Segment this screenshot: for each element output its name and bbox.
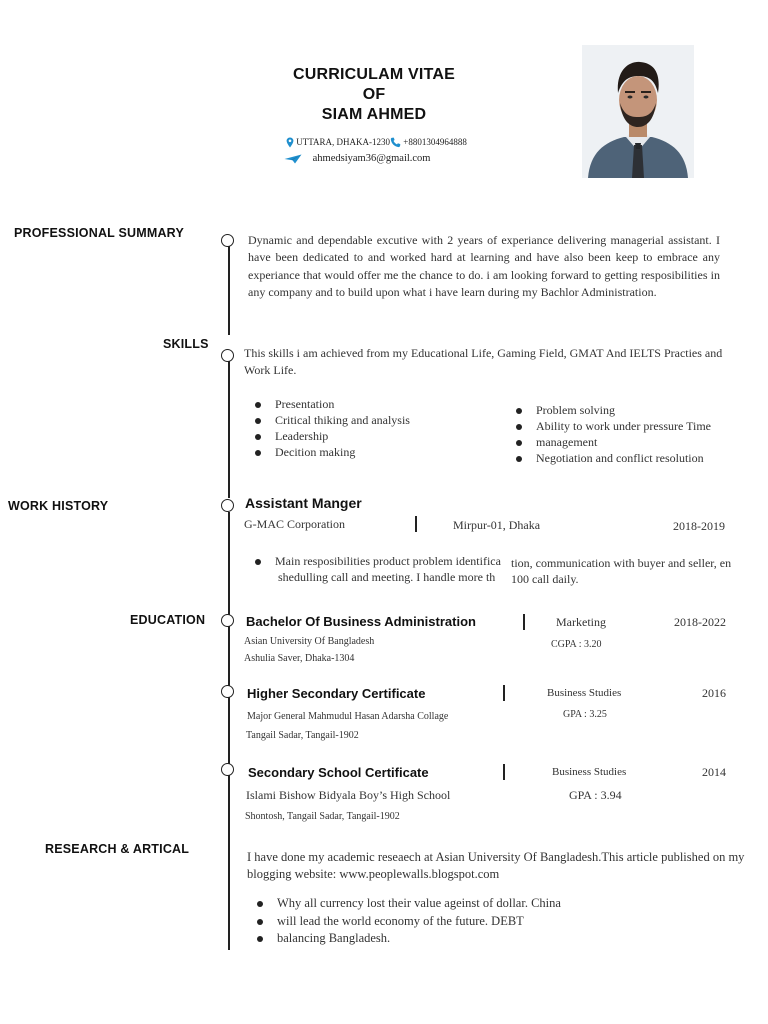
list-item: Presentation bbox=[253, 396, 410, 412]
job-duties bbox=[253, 553, 501, 585]
degree-period: 2016 bbox=[702, 686, 726, 700]
list-item: balancing Bangladesh. bbox=[255, 930, 561, 948]
separator bbox=[523, 614, 525, 630]
timeline-node-skills bbox=[221, 349, 234, 362]
address-text: UTTARA, DHAKA-1230 bbox=[296, 137, 391, 147]
timeline-line-research bbox=[228, 855, 230, 950]
phone-contact bbox=[390, 137, 467, 148]
list-item: Why all currency lost their value ageinst of dollar. China bbox=[255, 895, 561, 913]
separator bbox=[503, 764, 505, 780]
timeline-line-skills bbox=[228, 356, 230, 498]
institution-name: Major General Mahmudul Hasan Adarsha Collage bbox=[247, 711, 449, 722]
list-item: Negotiation and conflict resolution bbox=[514, 450, 711, 466]
degree-result: GPA : 3.94 bbox=[569, 788, 622, 802]
degree-period: 2018-2022 bbox=[674, 615, 726, 629]
company-name: G-MAC Corporation bbox=[244, 517, 345, 531]
cv-title-line-1: CURRICULAM VITAE bbox=[292, 66, 455, 83]
list-item: Problem solving bbox=[514, 402, 711, 418]
location-pin-icon bbox=[286, 137, 296, 147]
list-item: Main resposibilities product problem identifica shedulling call and meeting. I handle more th bbox=[253, 553, 501, 585]
phone-icon bbox=[390, 137, 403, 147]
degree-subject: Marketing bbox=[556, 615, 606, 629]
institution-address: Ashulia Saver, Dhaka-1304 bbox=[244, 653, 355, 664]
section-label-work: WORK HISTORY bbox=[8, 499, 109, 513]
timeline-node-ssc bbox=[221, 763, 234, 776]
separator bbox=[415, 516, 417, 532]
list-item: management bbox=[514, 434, 711, 450]
separator bbox=[503, 685, 505, 701]
institution-name: Islami Bishow Bidyala Boy’s High School bbox=[246, 788, 451, 802]
address-contact bbox=[286, 137, 390, 148]
list-item: Critical thiking and analysis bbox=[253, 412, 410, 428]
paper-plane-icon bbox=[284, 153, 305, 164]
degree-title: Higher Secondary Certificate bbox=[247, 686, 426, 701]
list-item: will lead the world economy of the future. DEBT bbox=[255, 913, 561, 931]
timeline-line-work bbox=[228, 512, 230, 616]
profile-photo bbox=[582, 45, 694, 178]
timeline-node-work bbox=[221, 499, 234, 512]
skills-list-right bbox=[514, 402, 711, 466]
degree-subject: Business Studies bbox=[547, 687, 622, 699]
job-period: 2018-2019 bbox=[673, 519, 725, 533]
timeline-node-education bbox=[221, 614, 234, 627]
degree-result: CGPA : 3.20 bbox=[551, 639, 602, 650]
list-item: Leadership bbox=[253, 428, 410, 444]
timeline-line-summary bbox=[228, 240, 230, 335]
degree-title: Secondary School Certificate bbox=[248, 765, 429, 780]
job-location: Mirpur-01, Dhaka bbox=[453, 518, 541, 532]
summary-text: Dynamic and dependable excutive with 2 years of experiance delivering managerial assistant. I have been dedicated to and worked hard at learning and have also been keep to embrace any experiance that would offer me the chance to do. i am looking forward to getting resposibilities in any company and to build upon what i have learn during my Bachlor Administration. bbox=[248, 233, 720, 299]
institution-name: Asian University Of Bangladesh bbox=[244, 636, 375, 647]
institution-address: Shontosh, Tangail Sadar, Tangail-1902 bbox=[245, 811, 400, 822]
research-list bbox=[255, 895, 561, 948]
section-label-research: RESEARCH & ARTICAL bbox=[45, 842, 190, 856]
degree-subject: Business Studies bbox=[552, 766, 627, 778]
section-label-education: EDUCATION bbox=[130, 613, 206, 627]
skills-list-left bbox=[253, 396, 410, 460]
cv-name: SIAM AHMED bbox=[321, 106, 427, 123]
degree-result: GPA : 3.25 bbox=[563, 709, 607, 720]
research-intro: I have done my academic reseaech at Asian University Of Bangladesh.This article published on my blogging website: www.peoplewalls.blogspot.com bbox=[247, 850, 745, 882]
job-duties-continued: tion, communication with buyer and seller, en 100 call daily. bbox=[511, 556, 732, 586]
email-contact[interactable] bbox=[284, 153, 430, 164]
list-item: Ability to work under pressure Time bbox=[514, 418, 711, 434]
institution-address: Tangail Sadar, Tangail-1902 bbox=[246, 730, 359, 741]
timeline-node-hsc bbox=[221, 685, 234, 698]
section-label-summary: PROFESSIONAL SUMMARY bbox=[14, 226, 184, 240]
section-label-skills: SKILLS bbox=[163, 337, 209, 351]
email-text[interactable]: ahmedsiyam36@gmail.com bbox=[312, 153, 431, 164]
degree-period: 2014 bbox=[702, 765, 726, 779]
job-title: Assistant Manger bbox=[245, 495, 362, 511]
degree-title: Bachelor Of Business Administration bbox=[246, 614, 476, 629]
timeline-node-summary bbox=[221, 234, 234, 247]
phone-text: +8801304964888 bbox=[403, 137, 467, 147]
cv-title-line-2: OF bbox=[362, 86, 386, 103]
skills-intro: This skills i am achieved from my Educational Life, Gaming Field, GMAT And IELTS Practies and Work Life. bbox=[244, 346, 723, 377]
list-item: Decition making bbox=[253, 444, 410, 460]
